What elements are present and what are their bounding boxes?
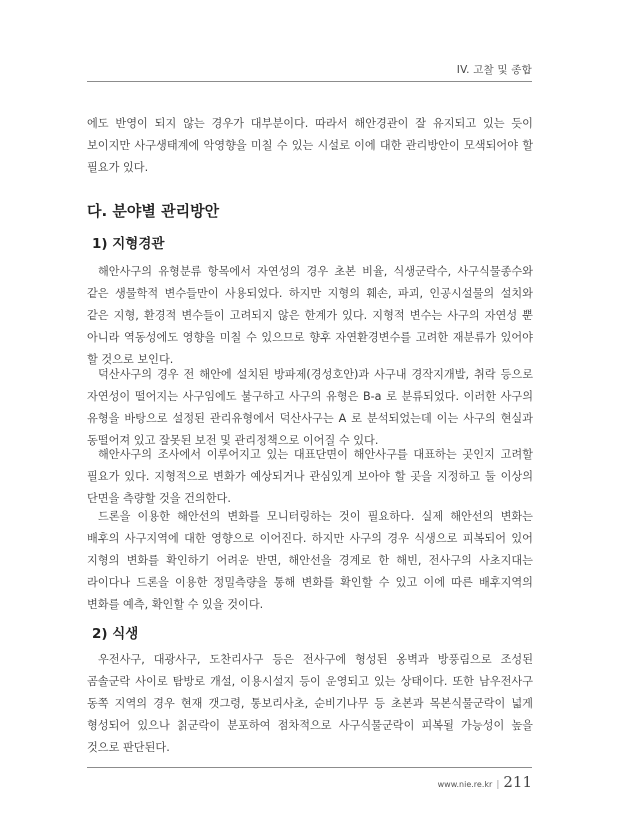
subsection-heading-vegetation: 2) 식생 [92, 626, 139, 642]
paragraph-vegetation-1: 우전사구, 대광사구, 도찬리사구 등은 전사구에 형성된 옹벽과 방풍림으로 조성된 곰솔군락 사이로 탐방로 개설, 이용시설지 등이 운영되고 있는 상태이다. 또한 남우전사구 동쪽 지역의 경우 현재 갯그령, 통보리사초, 순비기나무 등 초본과 목본식물군락이 넓게 형성되어 있으나 칡군락이 분포하여 점차적으로 사구식물군락이 피복될 가능성이 높을 것으로 판단된다. [87, 653, 533, 754]
paragraph-landform-2: 덕산사구의 경우 전 해안에 설치된 방파제(경성호안)과 사구내 경작지개발, 취락 등으로 자연성이 떨어지는 사구임에도 불구하고 사구의 유형은 B-a 로 분류되었다. 이러한 사구의 유형을 바탕으로 설정된 관리유형에서 덕산사구는 A 로 분석되었는데 이는 사구의 현실과 동떨어져 있고 잘못된 보전 및 관리정책으로 이어질 수 있다. [87, 368, 533, 447]
header-rule [87, 81, 532, 82]
intro-paragraph: 에도 반영이 되지 않는 경우가 대부분이다. 따라서 해안경관이 잘 유지되고 있는 듯이 보이지만 사구생태계에 악영향을 미칠 수 있는 시설로 이에 대한 관리방안이 모색되어야 할 필요가 있다. [87, 117, 533, 174]
section-heading: 다. 분야별 관리방안 [87, 202, 220, 220]
footer-separator: | [496, 780, 500, 790]
running-header: IV. 고찰 및 종합 [456, 64, 532, 76]
paragraph-landform-1: 해안사구의 유형분류 항목에서 자연성의 경우 초본 비율, 식생군락수, 사구식물종수와 같은 생물학적 변수들만이 사용되었다. 하지만 지형의 훼손, 파괴, 인공시설물의 설치와 같은 지형, 환경적 변수들이 고려되지 않은 한계가 있다. 지형적 변수는 사구의 자연성 뿐 아니라 역동성에도 영향을 미칠 수 있으므로 향후 자연환경변수를 고려한 재분류가 있어야 할 것으로 보인다. [87, 265, 533, 366]
paragraph-landform-3: 해안사구의 조사에서 이루어지고 있는 대표단면이 해안사구를 대표하는 곳인지 고려할 필요가 있다. 지형적으로 변화가 예상되거나 관심있게 보아야 할 곳을 지정하고 둘 이상의 단면을 측량할 것을 건의한다. [87, 448, 533, 505]
footer-url: www.nie.re.kr [437, 780, 493, 789]
page-number: 211 [503, 773, 532, 791]
paragraph-landform-4: 드론을 이용한 해안선의 변화를 모니터링하는 것이 필요하다. 실제 해안선의 변화는 배후의 사구지역에 대한 영향으로 이어진다. 하지만 사구의 경우 식생으로 피복되어 있어 지형의 변화를 확인하기 어려운 반면, 해안선을 경계로 한 해빈, 전사구의 사초지대는 라이다나 드론을 이용한 정밀측량을 통해 변화를 확인할 수 있고 이에 따른 배후지역의 변화를 예측, 확인할 수 있을 것이다. [87, 510, 533, 611]
page-footer [438, 773, 532, 791]
subsection-heading-landform: 1) 지형경관 [92, 236, 165, 252]
footer-rule [87, 767, 532, 768]
